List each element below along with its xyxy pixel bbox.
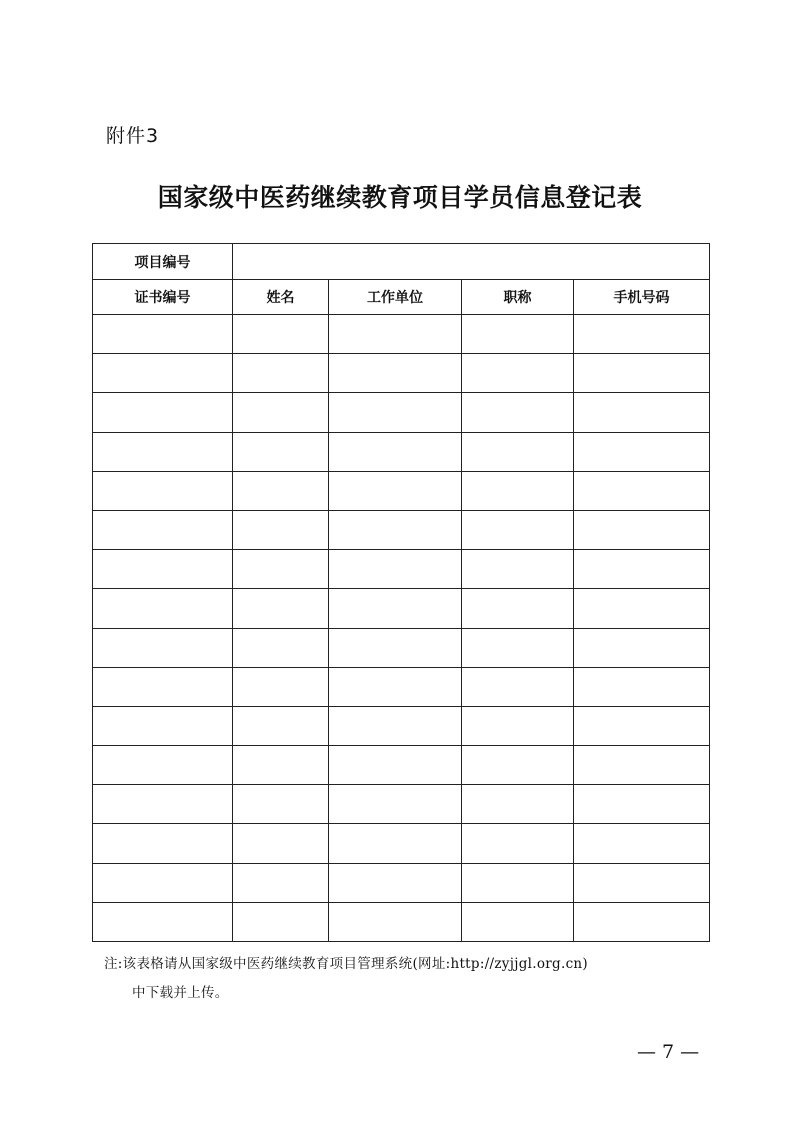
cell-workplace[interactable] bbox=[329, 432, 462, 471]
cell-workplace[interactable] bbox=[329, 550, 462, 589]
cell-name[interactable] bbox=[233, 354, 329, 393]
cell-name[interactable] bbox=[233, 315, 329, 354]
table-row bbox=[93, 824, 710, 863]
cell-certificate-number[interactable] bbox=[93, 550, 233, 589]
cell-title[interactable] bbox=[462, 354, 574, 393]
table-row bbox=[93, 902, 710, 941]
cell-certificate-number[interactable] bbox=[93, 667, 233, 706]
cell-name[interactable] bbox=[233, 432, 329, 471]
cell-workplace[interactable] bbox=[329, 706, 462, 745]
table-row bbox=[93, 706, 710, 745]
cell-phone[interactable] bbox=[574, 628, 710, 667]
cell-phone[interactable] bbox=[574, 315, 710, 354]
table-row bbox=[93, 471, 710, 510]
cell-name[interactable] bbox=[233, 667, 329, 706]
table-row bbox=[93, 354, 710, 393]
table-row bbox=[93, 550, 710, 589]
cell-name[interactable] bbox=[233, 393, 329, 432]
cell-phone[interactable] bbox=[574, 510, 710, 549]
cell-name[interactable] bbox=[233, 785, 329, 824]
cell-title[interactable] bbox=[462, 824, 574, 863]
footnote-line-1: 注:该表格请从国家级中医药继续教育项目管理系统(网址:http://zyjjgl.org.cn) bbox=[104, 956, 588, 972]
cell-title[interactable] bbox=[462, 510, 574, 549]
cell-phone[interactable] bbox=[574, 354, 710, 393]
column-header-certificate-number: 证书编号 bbox=[93, 280, 233, 315]
cell-workplace[interactable] bbox=[329, 902, 462, 941]
footnote-line-2: 中下载并上传。 bbox=[132, 985, 229, 1001]
cell-workplace[interactable] bbox=[329, 628, 462, 667]
cell-phone[interactable] bbox=[574, 432, 710, 471]
cell-workplace[interactable] bbox=[329, 589, 462, 628]
cell-phone[interactable] bbox=[574, 785, 710, 824]
table-row bbox=[93, 667, 710, 706]
header-row bbox=[93, 280, 710, 315]
cell-workplace[interactable] bbox=[329, 824, 462, 863]
column-header-phone: 手机号码 bbox=[574, 280, 710, 315]
table-row bbox=[93, 746, 710, 785]
cell-title[interactable] bbox=[462, 550, 574, 589]
cell-certificate-number[interactable] bbox=[93, 706, 233, 745]
footnote bbox=[104, 950, 714, 1008]
cell-workplace[interactable] bbox=[329, 354, 462, 393]
cell-title[interactable] bbox=[462, 432, 574, 471]
cell-title[interactable] bbox=[462, 628, 574, 667]
cell-phone[interactable] bbox=[574, 902, 710, 941]
table-row bbox=[93, 315, 710, 354]
table-row bbox=[93, 510, 710, 549]
column-header-title: 职称 bbox=[462, 280, 574, 315]
cell-phone[interactable] bbox=[574, 746, 710, 785]
cell-workplace[interactable] bbox=[329, 471, 462, 510]
cell-certificate-number[interactable] bbox=[93, 432, 233, 471]
table-row bbox=[93, 589, 710, 628]
cell-certificate-number[interactable] bbox=[93, 863, 233, 902]
registration-table bbox=[92, 243, 710, 942]
cell-phone[interactable] bbox=[574, 393, 710, 432]
cell-workplace[interactable] bbox=[329, 667, 462, 706]
cell-title[interactable] bbox=[462, 393, 574, 432]
cell-certificate-number[interactable] bbox=[93, 315, 233, 354]
project-row bbox=[93, 244, 710, 280]
cell-title[interactable] bbox=[462, 863, 574, 902]
cell-name[interactable] bbox=[233, 471, 329, 510]
table-row bbox=[93, 393, 710, 432]
cell-certificate-number[interactable] bbox=[93, 824, 233, 863]
table-row bbox=[93, 785, 710, 824]
cell-phone[interactable] bbox=[574, 471, 710, 510]
page-number: — 7 — bbox=[637, 1041, 700, 1063]
cell-name[interactable] bbox=[233, 550, 329, 589]
cell-workplace[interactable] bbox=[329, 785, 462, 824]
cell-certificate-number[interactable] bbox=[93, 354, 233, 393]
cell-name[interactable] bbox=[233, 589, 329, 628]
cell-name[interactable] bbox=[233, 706, 329, 745]
cell-name[interactable] bbox=[233, 863, 329, 902]
cell-name[interactable] bbox=[233, 902, 329, 941]
cell-workplace[interactable] bbox=[329, 510, 462, 549]
cell-title[interactable] bbox=[462, 315, 574, 354]
cell-certificate-number[interactable] bbox=[93, 471, 233, 510]
project-number-label: 项目编号 bbox=[93, 244, 233, 280]
cell-workplace[interactable] bbox=[329, 315, 462, 354]
cell-phone[interactable] bbox=[574, 667, 710, 706]
cell-workplace[interactable] bbox=[329, 746, 462, 785]
cell-workplace[interactable] bbox=[329, 393, 462, 432]
attachment-label: 附件3 bbox=[106, 125, 160, 147]
cell-title[interactable] bbox=[462, 902, 574, 941]
cell-phone[interactable] bbox=[574, 824, 710, 863]
cell-certificate-number[interactable] bbox=[93, 589, 233, 628]
cell-certificate-number[interactable] bbox=[93, 902, 233, 941]
cell-phone[interactable] bbox=[574, 863, 710, 902]
cell-phone[interactable] bbox=[574, 706, 710, 745]
cell-name[interactable] bbox=[233, 824, 329, 863]
cell-title[interactable] bbox=[462, 706, 574, 745]
table-row bbox=[93, 628, 710, 667]
cell-workplace[interactable] bbox=[329, 863, 462, 902]
cell-title[interactable] bbox=[462, 746, 574, 785]
cell-name[interactable] bbox=[233, 746, 329, 785]
cell-title[interactable] bbox=[462, 785, 574, 824]
cell-certificate-number[interactable] bbox=[93, 785, 233, 824]
cell-certificate-number[interactable] bbox=[93, 628, 233, 667]
column-header-name: 姓名 bbox=[233, 280, 329, 315]
cell-phone[interactable] bbox=[574, 550, 710, 589]
cell-title[interactable] bbox=[462, 589, 574, 628]
cell-certificate-number[interactable] bbox=[93, 393, 233, 432]
table-row bbox=[93, 432, 710, 471]
project-number-field[interactable] bbox=[233, 244, 710, 280]
cell-phone[interactable] bbox=[574, 589, 710, 628]
cell-title[interactable] bbox=[462, 667, 574, 706]
table-row bbox=[93, 863, 710, 902]
document-title: 国家级中医药继续教育项目学员信息登记表 bbox=[157, 183, 643, 212]
cell-title[interactable] bbox=[462, 471, 574, 510]
cell-certificate-number[interactable] bbox=[93, 746, 233, 785]
column-header-workplace: 工作单位 bbox=[329, 280, 462, 315]
cell-name[interactable] bbox=[233, 628, 329, 667]
cell-name[interactable] bbox=[233, 510, 329, 549]
cell-certificate-number[interactable] bbox=[93, 510, 233, 549]
